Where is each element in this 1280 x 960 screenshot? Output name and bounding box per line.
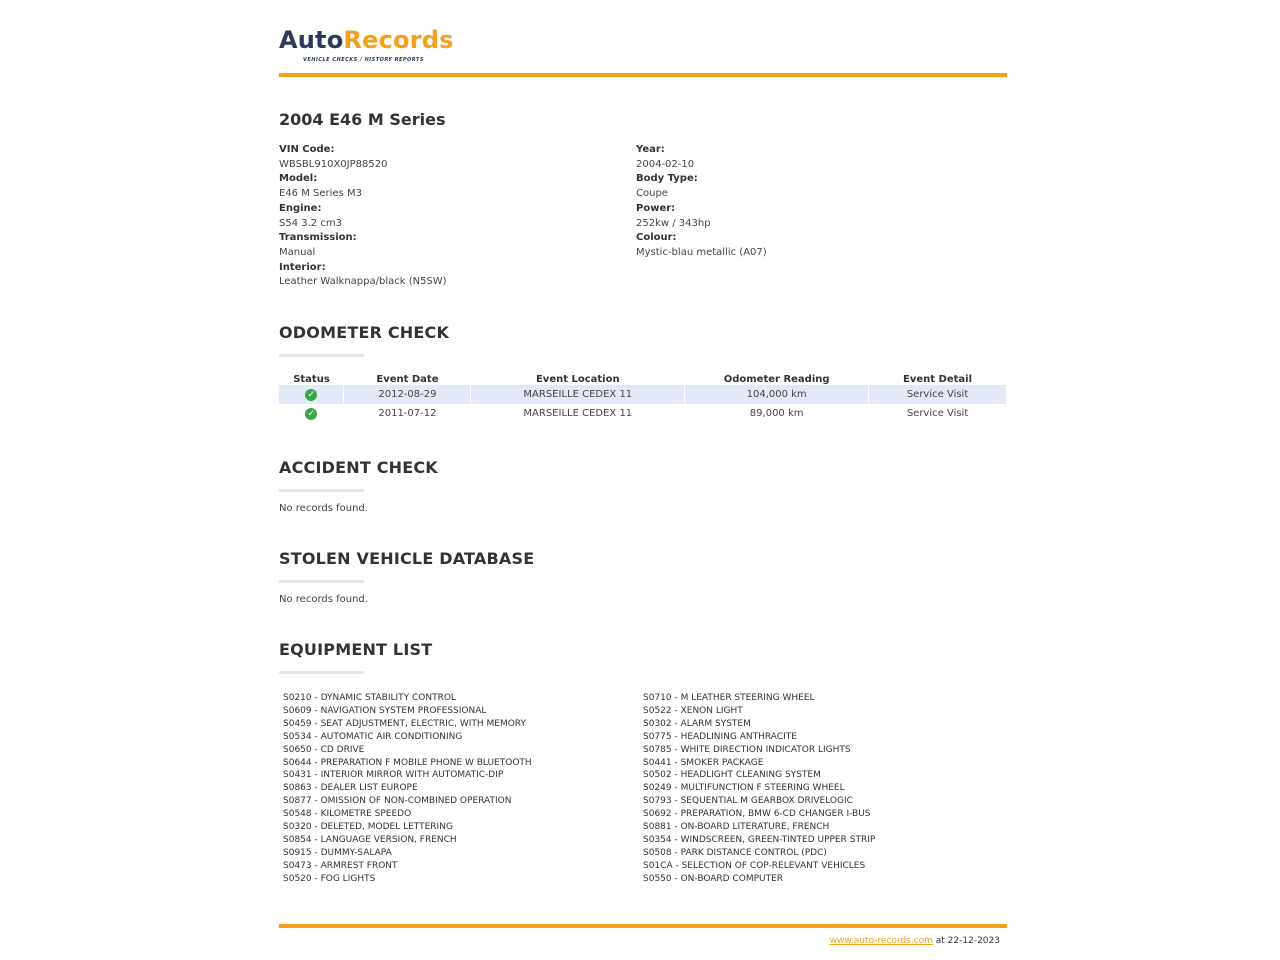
list-item: S0650 - CD DRIVE [283,744,365,755]
report-footer [830,936,1000,946]
odometer-reading-cell: 89,000 km [685,404,869,423]
specs-left-column [279,143,447,290]
spec-label: Body Type: [636,173,698,185]
table-row [279,385,1007,404]
list-item: S0785 - WHITE DIRECTION INDICATOR LIGHTS [643,744,851,755]
list-item: S0775 - HEADLINING ANTHRACITE [643,731,797,742]
spec-value-power: 252kw / 343hp [636,217,711,229]
odometer-table [279,368,1007,423]
list-item: S0431 - INTERIOR MIRROR WITH AUTOMATIC-DIP [283,770,504,781]
column-header-status: Status [293,374,330,385]
check-circle-icon: ✓ [305,389,317,401]
event-location-cell: MARSEILLE CEDEX 11 [471,404,685,423]
spec-value-transmission: Manual [279,246,316,258]
event-date-cell: 2012-08-29 [344,385,471,404]
list-item: S01CA - SELECTION OF COP-RELEVANT VEHICLES [643,860,866,871]
equipment-left-column [283,692,532,886]
report-date-text: at 22-12-2023 [935,936,1000,946]
list-item: S0354 - WINDSCREEN, GREEN-TINTED UPPER STRIP [643,834,876,845]
list-item: S0854 - LANGUAGE VERSION, FRENCH [283,834,457,845]
section-underline [279,671,364,674]
spec-label: Power: [636,202,676,214]
status-cell [279,385,344,404]
status-cell [279,404,344,423]
list-item: S0502 - HEADLIGHT CLEANING SYSTEM [643,770,821,781]
event-detail-cell: Service Visit [869,404,1007,423]
list-item: S0644 - PREPARATION F MOBILE PHONE W BLUETOOTH [283,757,532,768]
column-header-odometer-reading: Odometer Reading [723,374,830,385]
logo-text-auto: Auto [279,26,344,54]
equipment-right-column [643,692,875,886]
list-item: S0459 - SEAT ADJUSTMENT, ELECTRIC, WITH MEMORY [283,718,526,729]
vehicle-title: 2004 E46 M Series [279,110,446,129]
website-link[interactable]: www.auto-records.com [829,936,933,946]
header-divider [279,73,1007,77]
list-item: S0520 - FOG LIGHTS [283,873,376,884]
event-location-cell: MARSEILLE CEDEX 11 [471,385,685,404]
list-item: S0320 - DELETED, MODEL LETTERING [283,822,453,833]
spec-label: Interior: [279,261,326,273]
spec-label: Colour: [636,232,677,244]
accident-section-title: ACCIDENT CHECK [279,458,438,477]
list-item: S0534 - AUTOMATIC AIR CONDITIONING [283,731,463,742]
section-underline [279,354,364,357]
logo-text-records: Records [343,26,454,54]
spec-value-model: E46 M Series M3 [279,188,362,200]
equipment-section-title: EQUIPMENT LIST [279,640,433,659]
list-item: S0877 - OMISSION OF NON-COMBINED OPERATION [283,796,512,807]
list-item: S0710 - M LEATHER STEERING WHEEL [643,693,815,703]
specs-right-column [636,143,767,261]
list-item: S0441 - SMOKER PACKAGE [643,757,764,768]
stolen-no-records: No records found. [279,594,368,605]
footer-divider [279,924,1007,928]
section-underline [279,580,364,583]
spec-value-vin: WBSBL910X0JP88520 [279,158,388,170]
odometer-section-title: ODOMETER CHECK [279,323,450,342]
list-item: S0915 - DUMMY-SALAPA [283,847,392,858]
stolen-section-title: STOLEN VEHICLE DATABASE [279,549,535,568]
table-row [279,404,1007,423]
column-header-event-location: Event Location [535,374,620,385]
event-detail-cell: Service Visit [869,385,1007,404]
spec-value-interior: Leather Walknappa/black (N5SW) [279,276,447,288]
list-item: S0473 - ARMREST FRONT [283,860,398,871]
spec-value-body-type: Coupe [636,188,668,200]
spec-label: VIN Code: [279,144,335,155]
odometer-reading-cell: 104,000 km [685,385,869,404]
check-circle-icon: ✓ [305,408,317,420]
list-item: S0881 - ON-BOARD LITERATURE, FRENCH [643,822,830,833]
spec-value-engine: S54 3.2 cm3 [279,217,342,229]
brand-logo [279,26,454,63]
spec-value-year: 2004-02-10 [636,158,695,170]
list-item: S0692 - PREPARATION, BMW 6-CD CHANGER I-BUS [643,809,871,820]
list-item: S0863 - DEALER LIST EUROPE [283,783,418,794]
event-date-cell: 2011-07-12 [344,404,471,423]
section-underline [279,489,364,492]
list-item: S0210 - DYNAMIC STABILITY CONTROL [283,693,456,703]
list-item: S0793 - SEQUENTIAL M GEARBOX DRIVELOGIC [643,796,853,807]
list-item: S0302 - ALARM SYSTEM [643,718,751,729]
spec-label: Transmission: [279,232,357,244]
column-header-event-date: Event Date [376,374,439,385]
spec-label: Year: [636,144,665,155]
accident-no-records: No records found. [279,503,368,514]
list-item: S0548 - KILOMETRE SPEEDO [283,809,412,820]
list-item: S0249 - MULTIFUNCTION F STEERING WHEEL [643,783,845,794]
list-item: S0609 - NAVIGATION SYSTEM PROFESSIONAL [283,705,487,716]
spec-label: Engine: [279,202,322,214]
table-header-row [279,368,1007,385]
list-item: S0550 - ON-BOARD COMPUTER [643,873,784,884]
spec-label: Model: [279,173,318,185]
list-item: S0508 - PARK DISTANCE CONTROL (PDC) [643,847,827,858]
spec-value-colour: Mystic-blau metallic (A07) [636,246,767,258]
column-header-event-detail: Event Detail [903,374,973,385]
list-item: S0522 - XENON LIGHT [643,705,743,716]
logo-tagline: VEHICLE CHECKS / HISTORY REPORTS [303,57,424,63]
